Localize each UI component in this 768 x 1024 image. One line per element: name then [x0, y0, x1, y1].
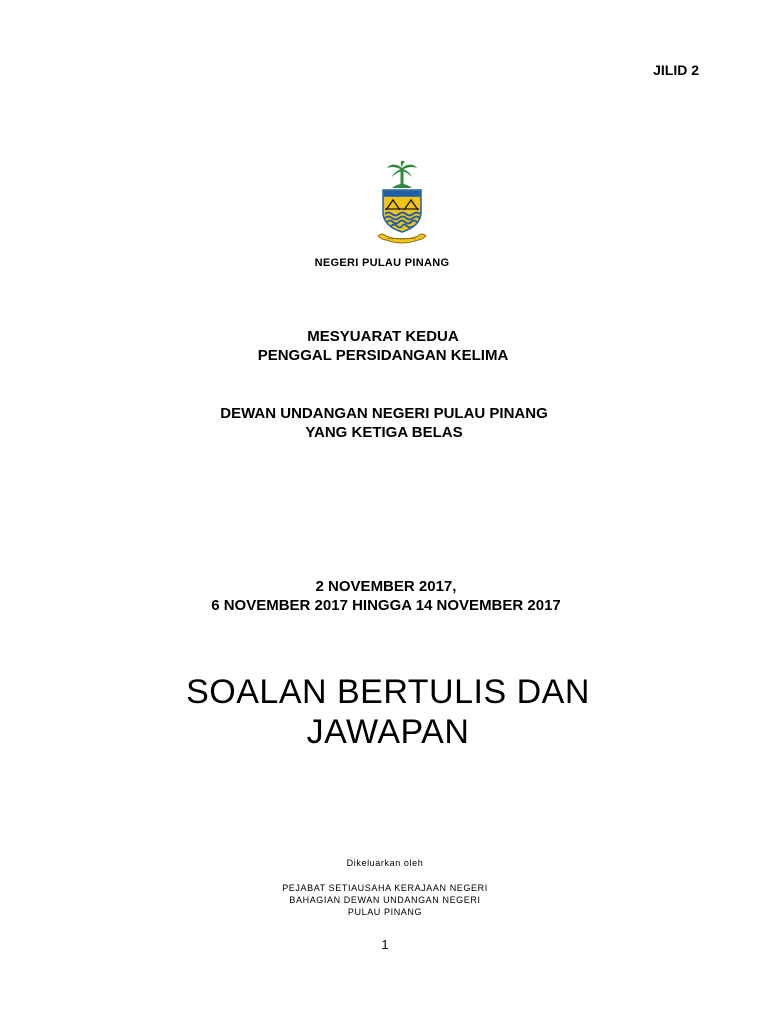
document-title: [4, 672, 768, 752]
meeting-heading: [0, 327, 767, 365]
title-line-1: SOALAN BERTULIS DAN: [186, 673, 590, 711]
issuing-office: [1, 882, 768, 918]
meeting-line-2: PENGGAL PERSIDANGAN KELIMA: [257, 347, 509, 364]
assembly-heading: [0, 404, 768, 442]
office-line-1: PEJABAT SETIAUSAHA KERAJAAN NEGERI: [282, 883, 488, 893]
penang-coat-of-arms-icon: [374, 160, 430, 246]
volume-label: JILID 2: [653, 62, 699, 78]
state-name: NEGERI PULAU PINANG: [314, 257, 450, 269]
page-number: 1: [381, 937, 389, 952]
assembly-line-1: DEWAN UNDANGAN NEGERI PULAU PINANG: [220, 405, 548, 422]
office-line-3: PULAU PINANG: [347, 907, 423, 917]
issued-by-label: Dikeluarkan oleh: [346, 858, 424, 868]
title-line-2: JAWAPAN: [306, 713, 470, 751]
dates-line-1: 2 NOVEMBER 2017,: [315, 578, 457, 595]
session-dates: [2, 577, 768, 615]
assembly-line-2: YANG KETIGA BELAS: [305, 424, 463, 441]
meeting-line-1: MESYUARAT KEDUA: [307, 328, 459, 345]
office-line-2: BAHAGIAN DEWAN UNDANGAN NEGERI: [289, 895, 481, 905]
dates-line-2: 6 NOVEMBER 2017 HINGGA 14 NOVEMBER 2017: [211, 597, 561, 614]
